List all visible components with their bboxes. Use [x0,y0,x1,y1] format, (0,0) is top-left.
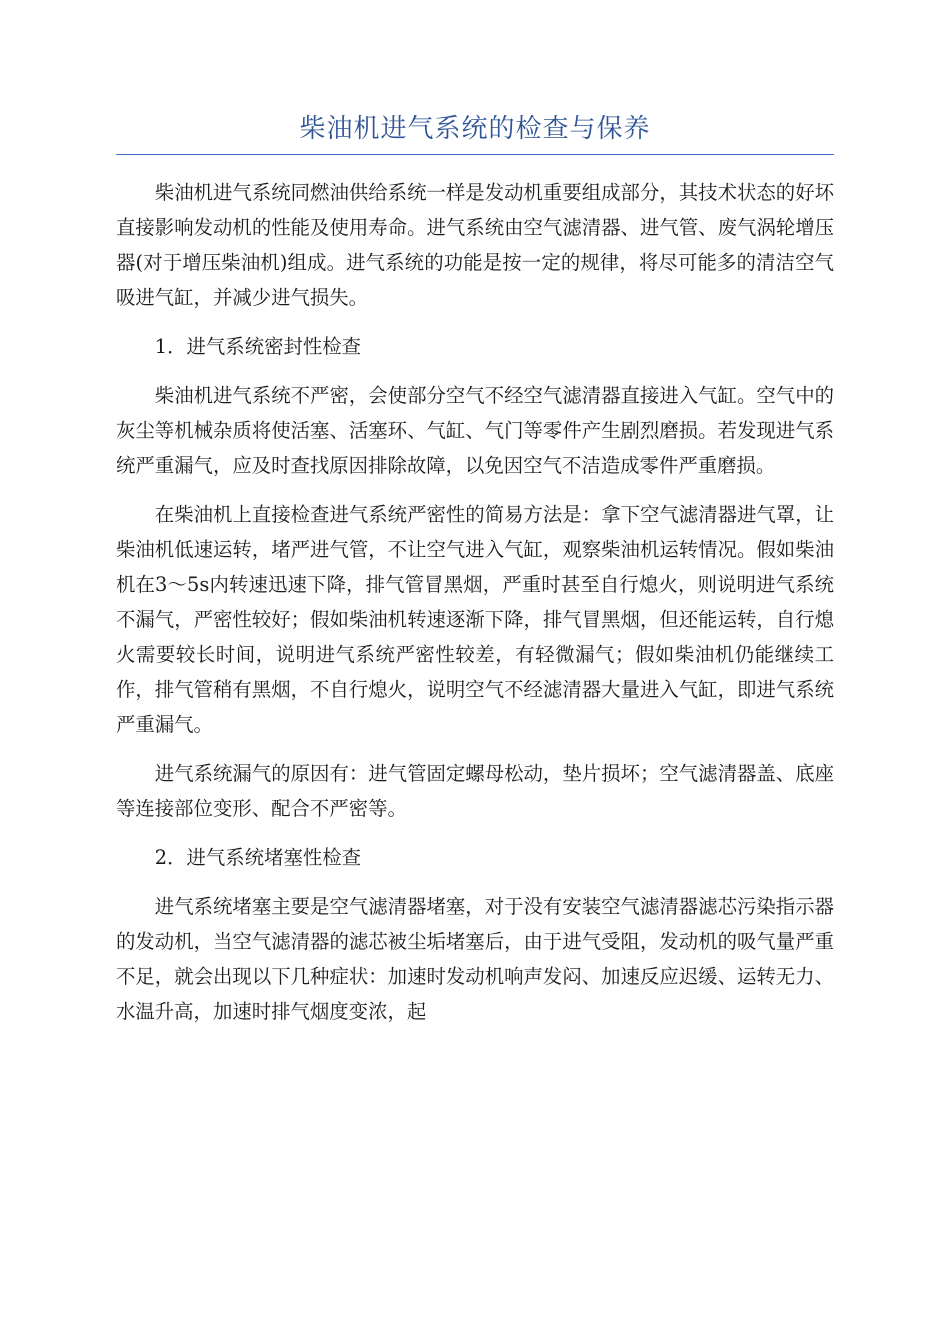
paragraph-leak-test-method: 在柴油机上直接检查进气系统严密性的简易方法是：拿下空气滤清器进气罩，让柴油机低速运转，堵严进气管，不让空气进入气缸，观察柴油机运转情况。假如柴油机在3～5s内转速迅速下降，排气管冒黑烟，严重时甚至自行熄火，则说明进气系统不漏气，严密性较好；假如柴油机转速逐渐下降，排气冒黑烟，但还能运转，自行熄火需要较长时间，说明进气系统严密性较差，有轻微漏气；假如柴油机仍能继续工作，排气管稍有黑烟，不自行熄火，说明空气不经滤清器大量进入气缸，即进气系统严重漏气。 [116,503,834,736]
section-heading-1: 1．进气系统密封性检查 [154,335,362,358]
title-underline [116,154,834,155]
section-heading-2: 2．进气系统堵塞性检查 [154,846,362,869]
paragraph-intro: 柴油机进气系统同燃油供给系统一样是发动机重要组成部分，其技术状态的好坏直接影响发动机的性能及使用寿命。进气系统由空气滤清器、进气管、废气涡轮增压器(对于增压柴油机)组成。进气系统的功能是按一定的规律，将尽可能多的清洁空气吸进气缸，并减少进气损失。 [116,181,834,309]
document-title: 柴油机进气系统的检查与保养 [299,114,651,144]
paragraph-leak-effects: 柴油机进气系统不严密，会使部分空气不经空气滤清器直接进入气缸。空气中的灰尘等机械杂质将使活塞、活塞环、气缸、气门等零件产生剧烈磨损。若发现进气系统严重漏气，应及时查找原因排除故障，以免因空气不洁造成零件严重磨损。 [116,384,834,477]
paragraph-leak-causes: 进气系统漏气的原因有：进气管固定螺母松动，垫片损坏；空气滤清器盖、底座等连接部位变形、配合不严密等。 [116,762,834,820]
document-body [116,175,834,1029]
paragraph-blockage: 进气系统堵塞主要是空气滤清器堵塞，对于没有安装空气滤清器滤芯污染指示器的发动机，当空气滤清器的滤芯被尘垢堵塞后，由于进气受阻，发动机的吸气量严重不足，就会出现以下几种症状：加速时发动机响声发闷、加速反应迟缓、运转无力、水温升高，加速时排气烟度变浓，起 [116,895,834,1023]
